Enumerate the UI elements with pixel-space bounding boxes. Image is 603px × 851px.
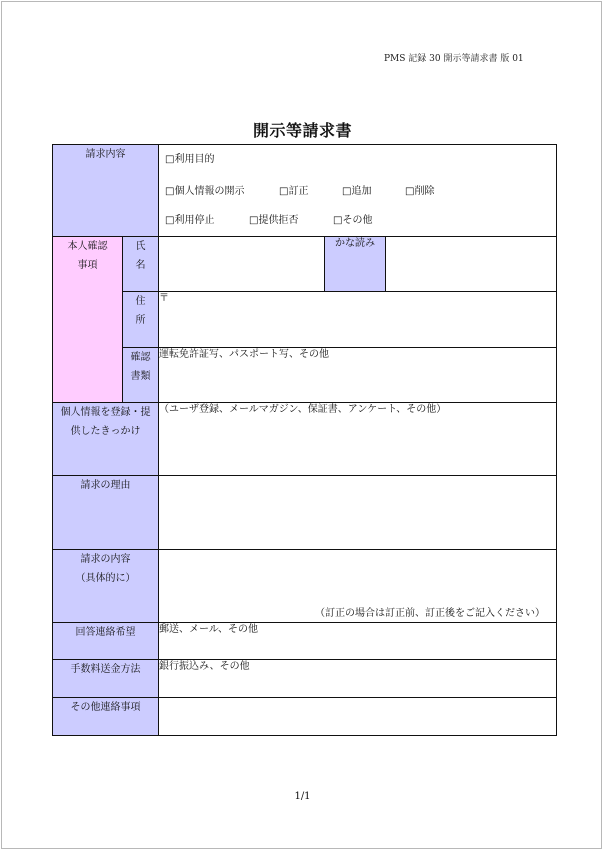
option-purpose[interactable]: □利用目的 (165, 154, 215, 165)
reply-label: 回答連絡希望 (53, 623, 159, 660)
request-items-label: 請求内容 (53, 145, 159, 237)
trigger-label: 個人情報を登録・提供したきっかけ (53, 403, 159, 476)
name-field[interactable] (159, 237, 325, 292)
id-document-field[interactable] (159, 348, 557, 403)
trigger-hint: （ユーザ登録、メールマガジン、保証書、アンケート、その他） (159, 404, 447, 415)
reply-hint: 郵送、メール、その他 (159, 624, 258, 635)
other-contact-field[interactable] (159, 698, 557, 736)
request-form-table (52, 144, 557, 736)
id-document-label: 確認書類 (123, 348, 159, 403)
detail-field[interactable] (159, 550, 557, 623)
option-stop-use[interactable]: □利用停止 (165, 215, 215, 226)
fee-label: 手数料送金方法 (53, 660, 159, 698)
name-label: 氏名 (123, 237, 159, 292)
kana-label: かな読み (325, 237, 386, 292)
fee-field[interactable] (159, 660, 557, 698)
other-contact-label: その他連絡事項 (53, 698, 159, 736)
address-label: 住所 (123, 292, 159, 348)
trigger-field[interactable] (159, 403, 557, 476)
address-field[interactable] (159, 292, 557, 348)
option-deletion[interactable]: □削除 (405, 186, 435, 197)
option-stop-provide[interactable]: □提供拒否 (249, 215, 299, 226)
option-correction[interactable]: □訂正 (279, 186, 309, 197)
page-number: 1/1 (294, 791, 311, 802)
document-page (1, 1, 602, 849)
fee-hint: 銀行振込み、その他 (159, 661, 250, 672)
reason-field[interactable] (159, 476, 557, 550)
request-items-options (159, 145, 557, 237)
reply-field[interactable] (159, 623, 557, 660)
option-other[interactable]: □その他 (333, 215, 373, 226)
postal-mark: 〒 (159, 293, 169, 304)
kana-field[interactable] (386, 237, 557, 292)
reason-label: 請求の理由 (53, 476, 159, 550)
option-disclosure[interactable]: □個人情報の開示 (165, 186, 245, 197)
option-addition[interactable]: □追加 (342, 186, 372, 197)
identity-label: 本人確認事項 (53, 237, 123, 403)
detail-label: 請求の内容 （具体的に） (53, 550, 159, 623)
document-code: PMS 記録 30 開示等請求書 版 01 (384, 54, 524, 64)
id-document-hint: 運転免許証写、パスポート写、その他 (159, 349, 329, 360)
detail-note: （訂正の場合は訂正前、訂正後をご記入ください） (315, 608, 546, 619)
page-title: 開示等請求書 (252, 121, 352, 140)
